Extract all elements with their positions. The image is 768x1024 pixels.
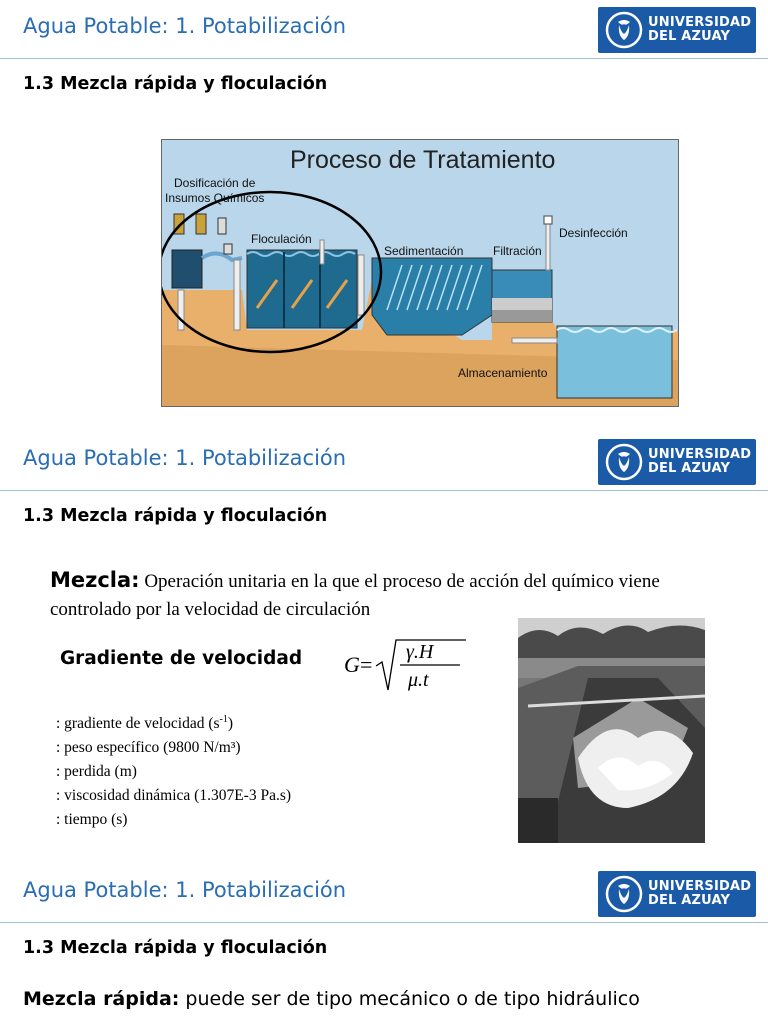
slide-title: Agua Potable: 1. Potabilización <box>23 446 347 470</box>
logo-text <box>648 16 751 44</box>
variable-gradient: : gradiente de velocidad $(s^{-1})$ <box>56 714 234 733</box>
slide-3 <box>0 864 768 1024</box>
slide-1 <box>0 0 768 424</box>
label-sedimentacion: Sedimentación <box>384 244 464 258</box>
label-desinfeccion: Desinfección <box>559 226 628 240</box>
logo-line-1: UNIVERSIDAD <box>648 447 752 462</box>
logo-line-2: DEL AZUAY <box>648 461 731 476</box>
logo-line-1: UNIVERSIDAD <box>648 879 752 894</box>
logo-line-2: DEL AZUAY <box>648 893 731 908</box>
section-title: 1.3 Mezcla rápida y floculación <box>23 506 328 526</box>
formula-equals-sign: = <box>360 652 373 677</box>
university-logo <box>598 7 756 53</box>
university-logo <box>598 439 756 485</box>
formula-numerator: γ.H <box>406 641 434 663</box>
variable-specific-weight: : peso específico (9800 N/m³) <box>56 739 241 757</box>
gradient-label: Gradiente de velocidad <box>60 648 303 669</box>
variable-time: : tiempo (s) <box>56 811 128 829</box>
definition-term: Mezcla: <box>50 568 140 592</box>
diagram-title: Proceso de Tratamiento <box>290 146 556 174</box>
treatment-process-diagram <box>161 139 679 407</box>
formula-denominator: μ.t <box>408 669 429 691</box>
mezcla-rapida-text: puede ser de tipo mecánico o de tipo hidráulico <box>179 988 640 1010</box>
label-dosificacion-line2: Insumos Químicos <box>165 191 265 205</box>
header-divider <box>0 922 768 923</box>
logo-line-1: UNIVERSIDAD <box>648 15 752 30</box>
label-floculacion: Floculación <box>251 232 312 246</box>
channel-photo-illustration <box>518 618 705 843</box>
slide-2 <box>0 432 768 862</box>
header-divider <box>0 490 768 491</box>
university-logo <box>598 871 756 917</box>
section-title: 1.3 Mezcla rápida y floculación <box>23 938 328 958</box>
mezcla-definition <box>50 566 740 624</box>
mezcla-rapida-term: Mezcla rápida: <box>23 988 180 1010</box>
variable-dynamic-viscosity: : viscosidad dinámica (1.307E-3 Pa.s) <box>56 787 292 805</box>
label-dosificacion-line1: Dosificación de <box>174 176 256 190</box>
formula-lhs: G <box>344 652 360 677</box>
logo-line-2: DEL AZUAY <box>648 29 731 44</box>
hydraulic-mixing-channel-photo <box>518 618 705 843</box>
label-filtracion: Filtración <box>493 244 542 258</box>
variable-list <box>56 708 291 832</box>
university-emblem-icon <box>604 442 644 482</box>
logo-text <box>648 880 751 908</box>
slide-title: Agua Potable: 1. Potabilización <box>23 14 347 38</box>
variable-head-loss: : perdida (m) <box>56 763 137 781</box>
definition-text: Operación unitaria en la que el proceso de acción del químico viene controlado por la velocidad de circulación <box>50 571 660 620</box>
section-title: 1.3 Mezcla rápida y floculación <box>23 74 328 94</box>
header-divider <box>0 58 768 59</box>
label-almacenamiento: Almacenamiento <box>458 366 548 380</box>
university-emblem-icon <box>604 874 644 914</box>
slide-title: Agua Potable: 1. Potabilización <box>23 878 347 902</box>
logo-text <box>648 448 751 476</box>
mezcla-rapida-line <box>23 988 640 1010</box>
university-emblem-icon <box>604 10 644 50</box>
velocity-gradient-formula <box>344 634 474 698</box>
